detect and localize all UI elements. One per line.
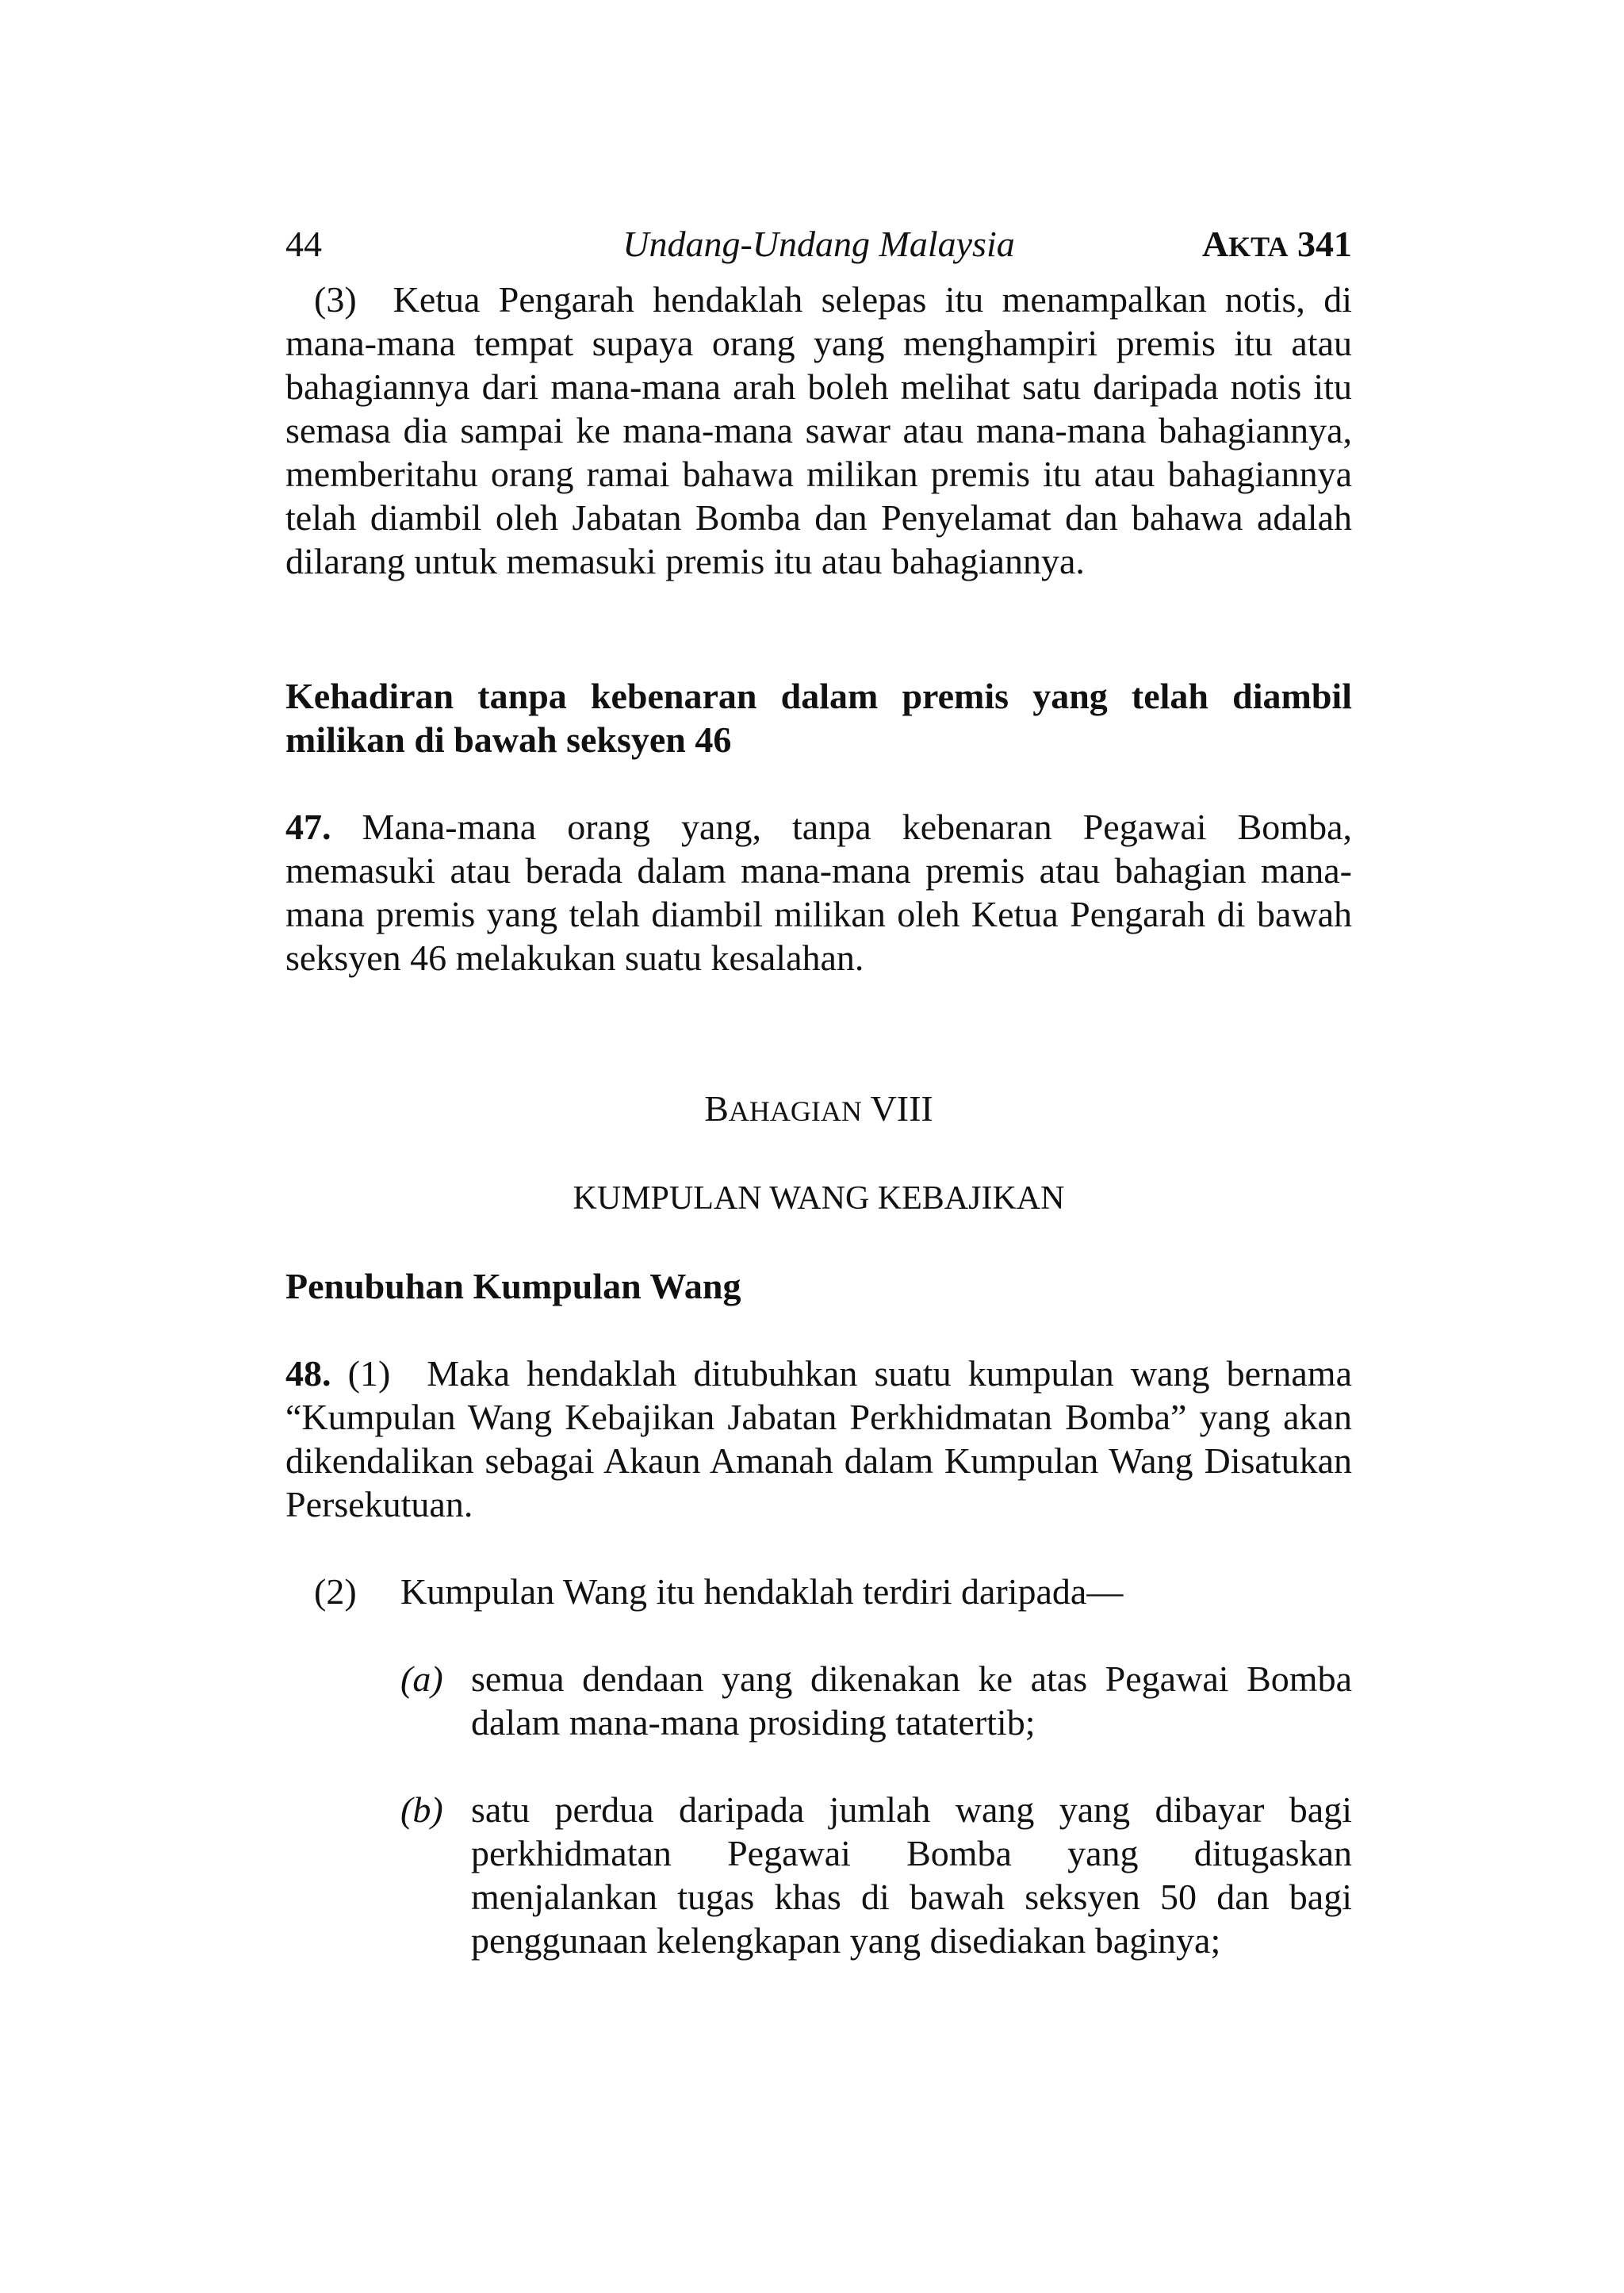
- list-item-a-text: semua dendaan yang dikenakan ke atas Pegawai Bomba dalam mana-mana prosiding tatatertib;: [471, 1658, 1352, 1743]
- section-48-subsection-2: [285, 1570, 1352, 1613]
- part-title: KUMPULAN WANG KEBAJIKAN: [573, 1180, 1065, 1217]
- section-48-sub1-body: (1) Maka hendaklah ditubuhkan suatu kumpulan wang bernama “Kumpulan Wang Kebajikan Jabatan Perkhidmatan Bomba” yang akan dikendalikan sebagai Akaun Amanah dalam Kumpulan Wang Disatukan Persekutuan.: [285, 1353, 1352, 1524]
- running-title: Undang-Undang Malaysia: [622, 224, 1015, 264]
- list-item-b-label: (b): [400, 1789, 443, 1830]
- subsection-2-number: (2): [314, 1571, 357, 1612]
- section-47-text: [285, 805, 1352, 980]
- act-small-caps: KTA: [1228, 231, 1289, 263]
- section-48-subsection-1: [285, 1352, 1352, 1526]
- section-47-heading: Kehadiran tanpa kebenaran dalam premis yang telah diambil milikan di bawah seksyen 46: [285, 676, 1352, 760]
- list-item-b: [285, 1788, 1352, 1962]
- part-numeral: VIII: [861, 1088, 933, 1129]
- section-48-number: 48.: [285, 1353, 331, 1394]
- page-number: 44: [285, 224, 322, 264]
- page-header: [285, 222, 1352, 270]
- act-number: 341: [1297, 224, 1352, 264]
- part-heading: [285, 1087, 1352, 1133]
- paragraph-3: (3) Ketua Pengarah hendaklah selepas itu menampalkan notis, di mana-mana tempat supaya orang yang menghampiri premis itu atau bahagiannya dari mana-mana arah boleh melihat satu daripada notis itu semasa dia sampai ke mana-mana sawar atau mana-mana bahagiannya, memberitahu orang ramai bahawa milikan premis itu atau bahagiannya telah diambil oleh Jabatan Bomba dan Penyelamat dan bahawa adalah dilarang untuk memasuki premis itu atau bahagiannya.: [285, 279, 1352, 581]
- list-item-a: [285, 1657, 1352, 1744]
- subsection-2-text: Kumpulan Wang itu hendaklah terdiri daripada—: [400, 1571, 1124, 1612]
- part-small-caps: AHAGIAN: [728, 1095, 862, 1127]
- section-47-body: Mana-mana orang yang, tanpa kebenaran Pegawai Bomba, memasuki atau berada dalam mana-mana premis atau bahagian mana-mana premis yang telah diambil milikan oleh Ketua Pengarah di bawah seksyen 46 melakukan suatu kesalahan.: [285, 807, 1352, 978]
- list-item-b-text: satu perdua daripada jumlah wang yang dibayar bagi perkhidmatan Pegawai Bomba yang ditugaskan menjalankan tugas khas di bawah seksyen 50 dan bagi penggunaan kelengkapan yang disediakan baginya;: [471, 1789, 1352, 1961]
- section-48-heading: Penubuhan Kumpulan Wang: [285, 1266, 741, 1306]
- act-initial: A: [1201, 224, 1229, 264]
- act-reference: [1202, 222, 1352, 269]
- list-item-a-label: (a): [400, 1658, 443, 1699]
- part-initial: B: [704, 1088, 729, 1129]
- document-page: [285, 222, 1352, 1962]
- section-47-number: 47.: [285, 807, 331, 847]
